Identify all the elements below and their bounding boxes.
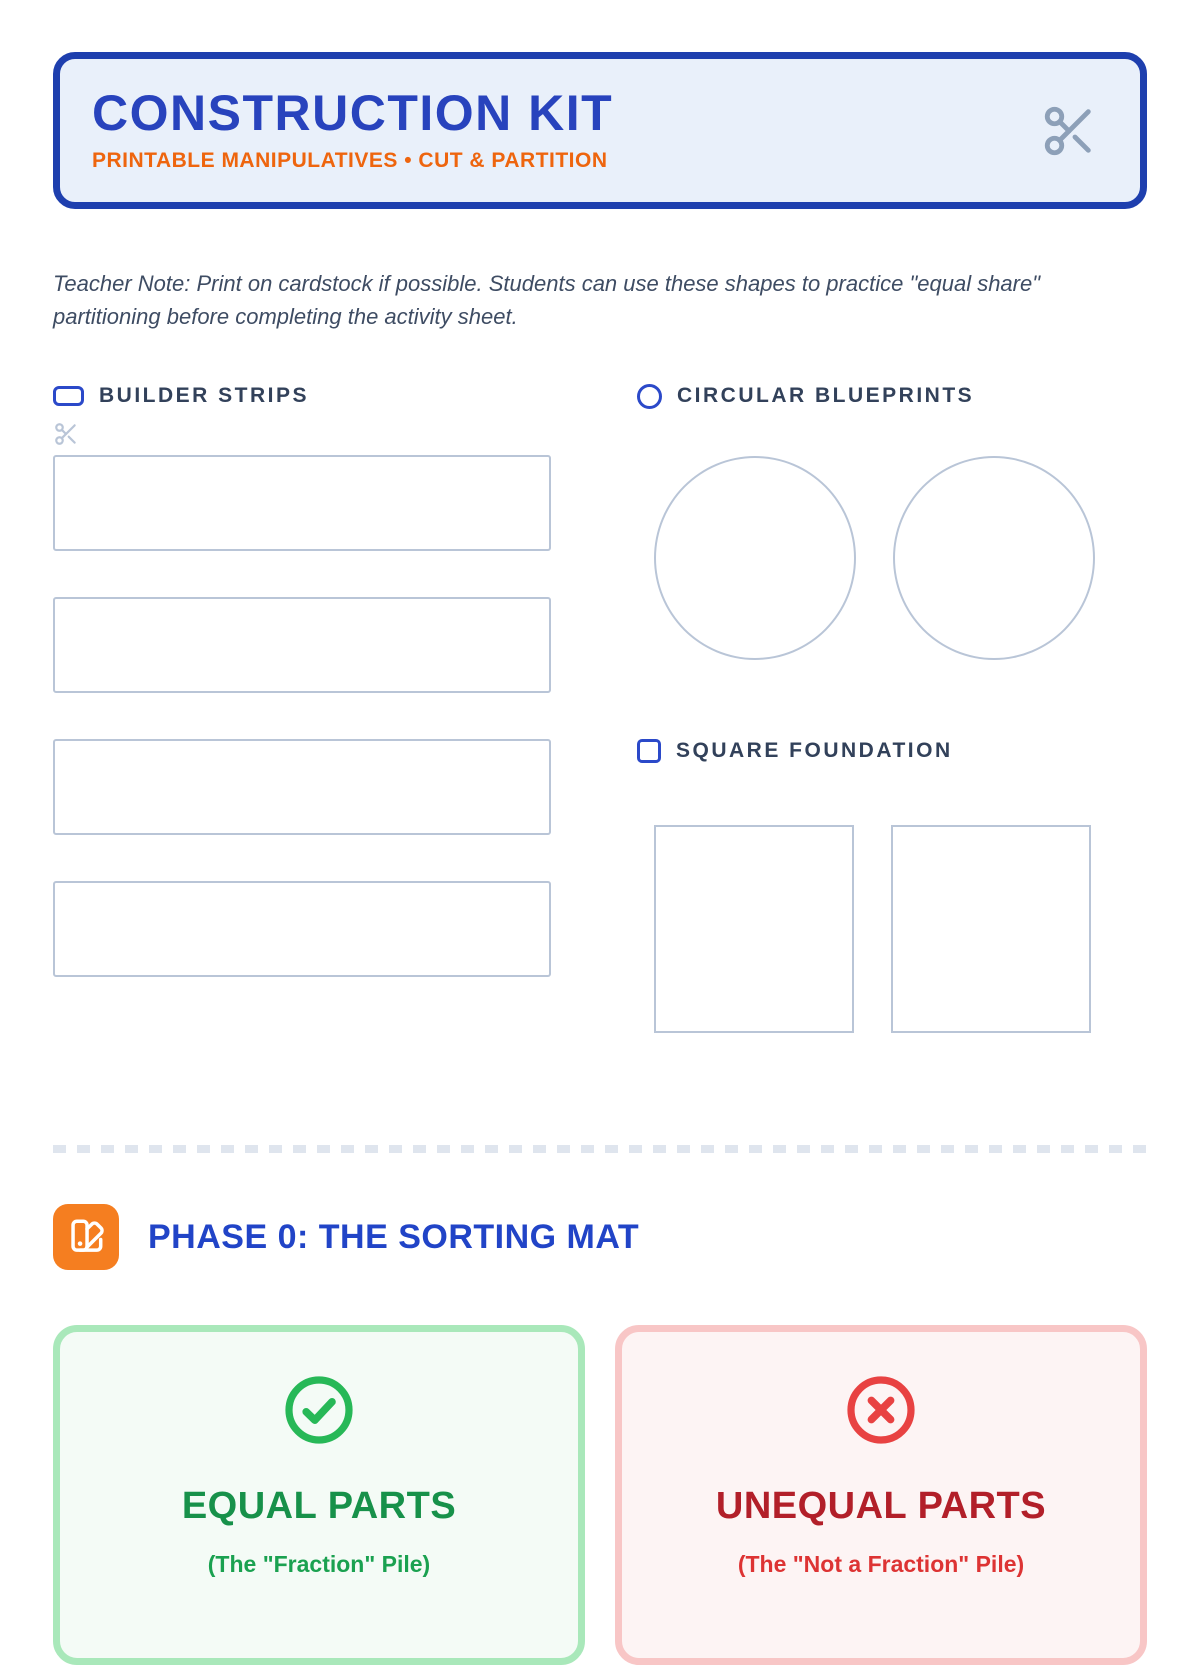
equal-parts-title: EQUAL PARTS <box>181 1485 457 1527</box>
square-foundation-header <box>637 736 1147 766</box>
builder-strips-header <box>53 381 553 411</box>
foundation-square <box>654 825 854 1033</box>
builder-strips-section <box>53 381 553 1033</box>
cut-line-row <box>53 421 553 447</box>
swatchbook-icon <box>53 1204 119 1270</box>
scissors-icon <box>53 421 79 447</box>
section-label: SQUARE FOUNDATION <box>676 739 953 762</box>
unequal-parts-title: UNEQUAL PARTS <box>715 1485 1047 1527</box>
foundation-square <box>891 825 1091 1033</box>
phase0-heading-row <box>53 1204 1147 1270</box>
equal-parts-subtitle: (The "Fraction" Pile) <box>207 1551 431 1577</box>
equal-parts-card <box>53 1325 585 1665</box>
builder-strip <box>53 739 551 835</box>
scissors-icon <box>1040 102 1098 160</box>
square-outline-icon <box>637 739 661 763</box>
blueprint-circle <box>893 456 1095 660</box>
manipulatives-kit <box>53 381 1147 1033</box>
unequal-parts-card <box>615 1325 1147 1665</box>
worksheet-page <box>0 52 1200 1665</box>
right-kit-column <box>637 381 1147 1033</box>
circle-outline-icon <box>637 384 662 409</box>
header-card <box>53 52 1147 209</box>
unequal-parts-subtitle: (The "Not a Fraction" Pile) <box>737 1551 1025 1577</box>
x-circle-icon <box>845 1374 917 1446</box>
page-title: CONSTRUCTION KIT <box>92 85 614 141</box>
circular-blueprints-list <box>637 456 1147 660</box>
rectangle-outline-icon <box>53 386 84 406</box>
section-label: CIRCULAR BLUEPRINTS <box>677 384 975 407</box>
dashed-cut-divider <box>53 1145 1147 1153</box>
builder-strip <box>53 881 551 977</box>
circular-blueprints-header <box>637 381 1147 411</box>
square-foundation-list <box>637 825 1147 1033</box>
blueprint-circle <box>654 456 856 660</box>
builder-strips-list <box>53 455 553 977</box>
header-text-block <box>92 85 614 173</box>
section-label: BUILDER STRIPS <box>99 384 310 407</box>
phase0-heading: PHASE 0: THE SORTING MAT <box>148 1217 640 1256</box>
check-circle-icon <box>283 1374 355 1446</box>
teacher-note: Teacher Note: Print on cardstock if possible. Students can use these shapes to practice "equal share" partitioning before completing the activity sheet. <box>53 271 1041 329</box>
builder-strip <box>53 455 551 551</box>
builder-strip <box>53 597 551 693</box>
sorting-mat <box>53 1325 1147 1665</box>
page-subtitle: PRINTABLE MANIPULATIVES • CUT & PARTITION <box>92 149 608 172</box>
